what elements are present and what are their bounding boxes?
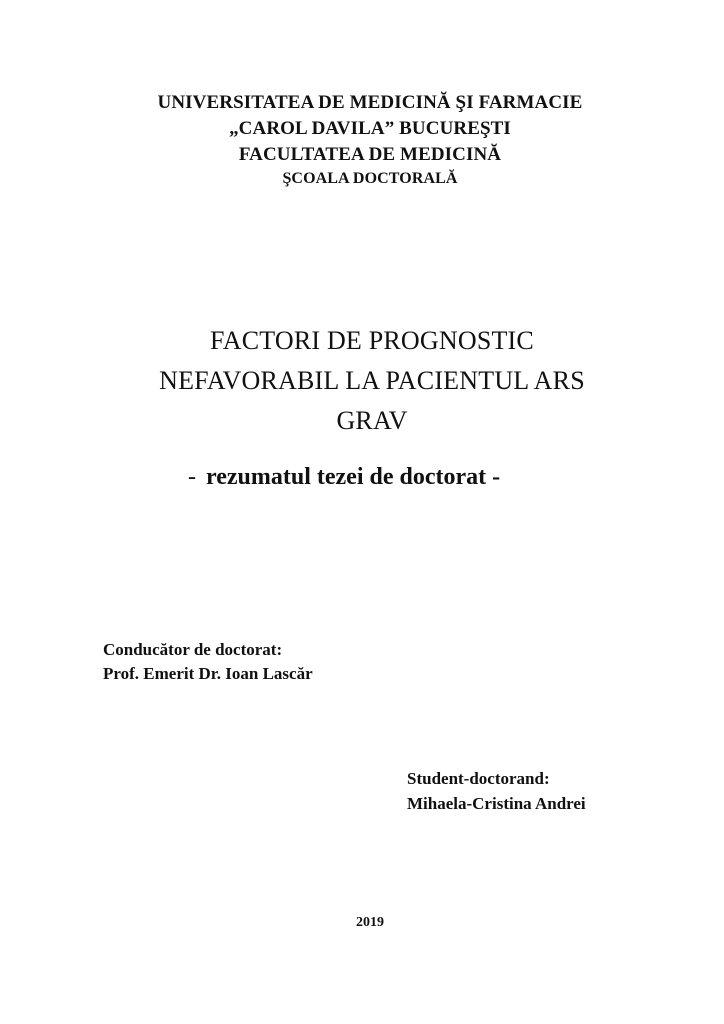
thesis-title-line-1: FACTORI DE PROGNOSTIC bbox=[210, 326, 534, 355]
university-name: UNIVERSITATEA DE MEDICINĂ ŞI FARMACIE bbox=[157, 92, 583, 113]
doctoral-school: ŞCOALA DOCTORALĂ bbox=[282, 170, 458, 187]
student-block bbox=[407, 766, 586, 816]
university-city: „CAROL DAVILA” BUCUREŞTI bbox=[229, 118, 511, 139]
thesis-title bbox=[0, 321, 724, 441]
student-label: Student-doctorand: bbox=[407, 769, 550, 788]
thesis-title-line-3: GRAV bbox=[336, 406, 408, 435]
year: 2019 bbox=[356, 915, 384, 930]
student-name: Mihaela-Cristina Andrei bbox=[407, 794, 586, 813]
advisor-block bbox=[103, 638, 313, 686]
faculty-name: FACULTATEA DE MEDICINĂ bbox=[238, 144, 502, 165]
institution-header bbox=[0, 90, 724, 190]
thesis-title-line-2: NEFAVORABIL LA PACIENTUL ARS bbox=[159, 366, 585, 395]
subtitle-dash: - bbox=[188, 464, 196, 490]
advisor-label: Conducător de doctorat: bbox=[103, 640, 283, 659]
advisor-name: Prof. Emerit Dr. Ioan Lascăr bbox=[103, 664, 313, 683]
subtitle-text: rezumatul tezei de doctorat - bbox=[206, 464, 501, 490]
thesis-subtitle bbox=[188, 462, 500, 492]
